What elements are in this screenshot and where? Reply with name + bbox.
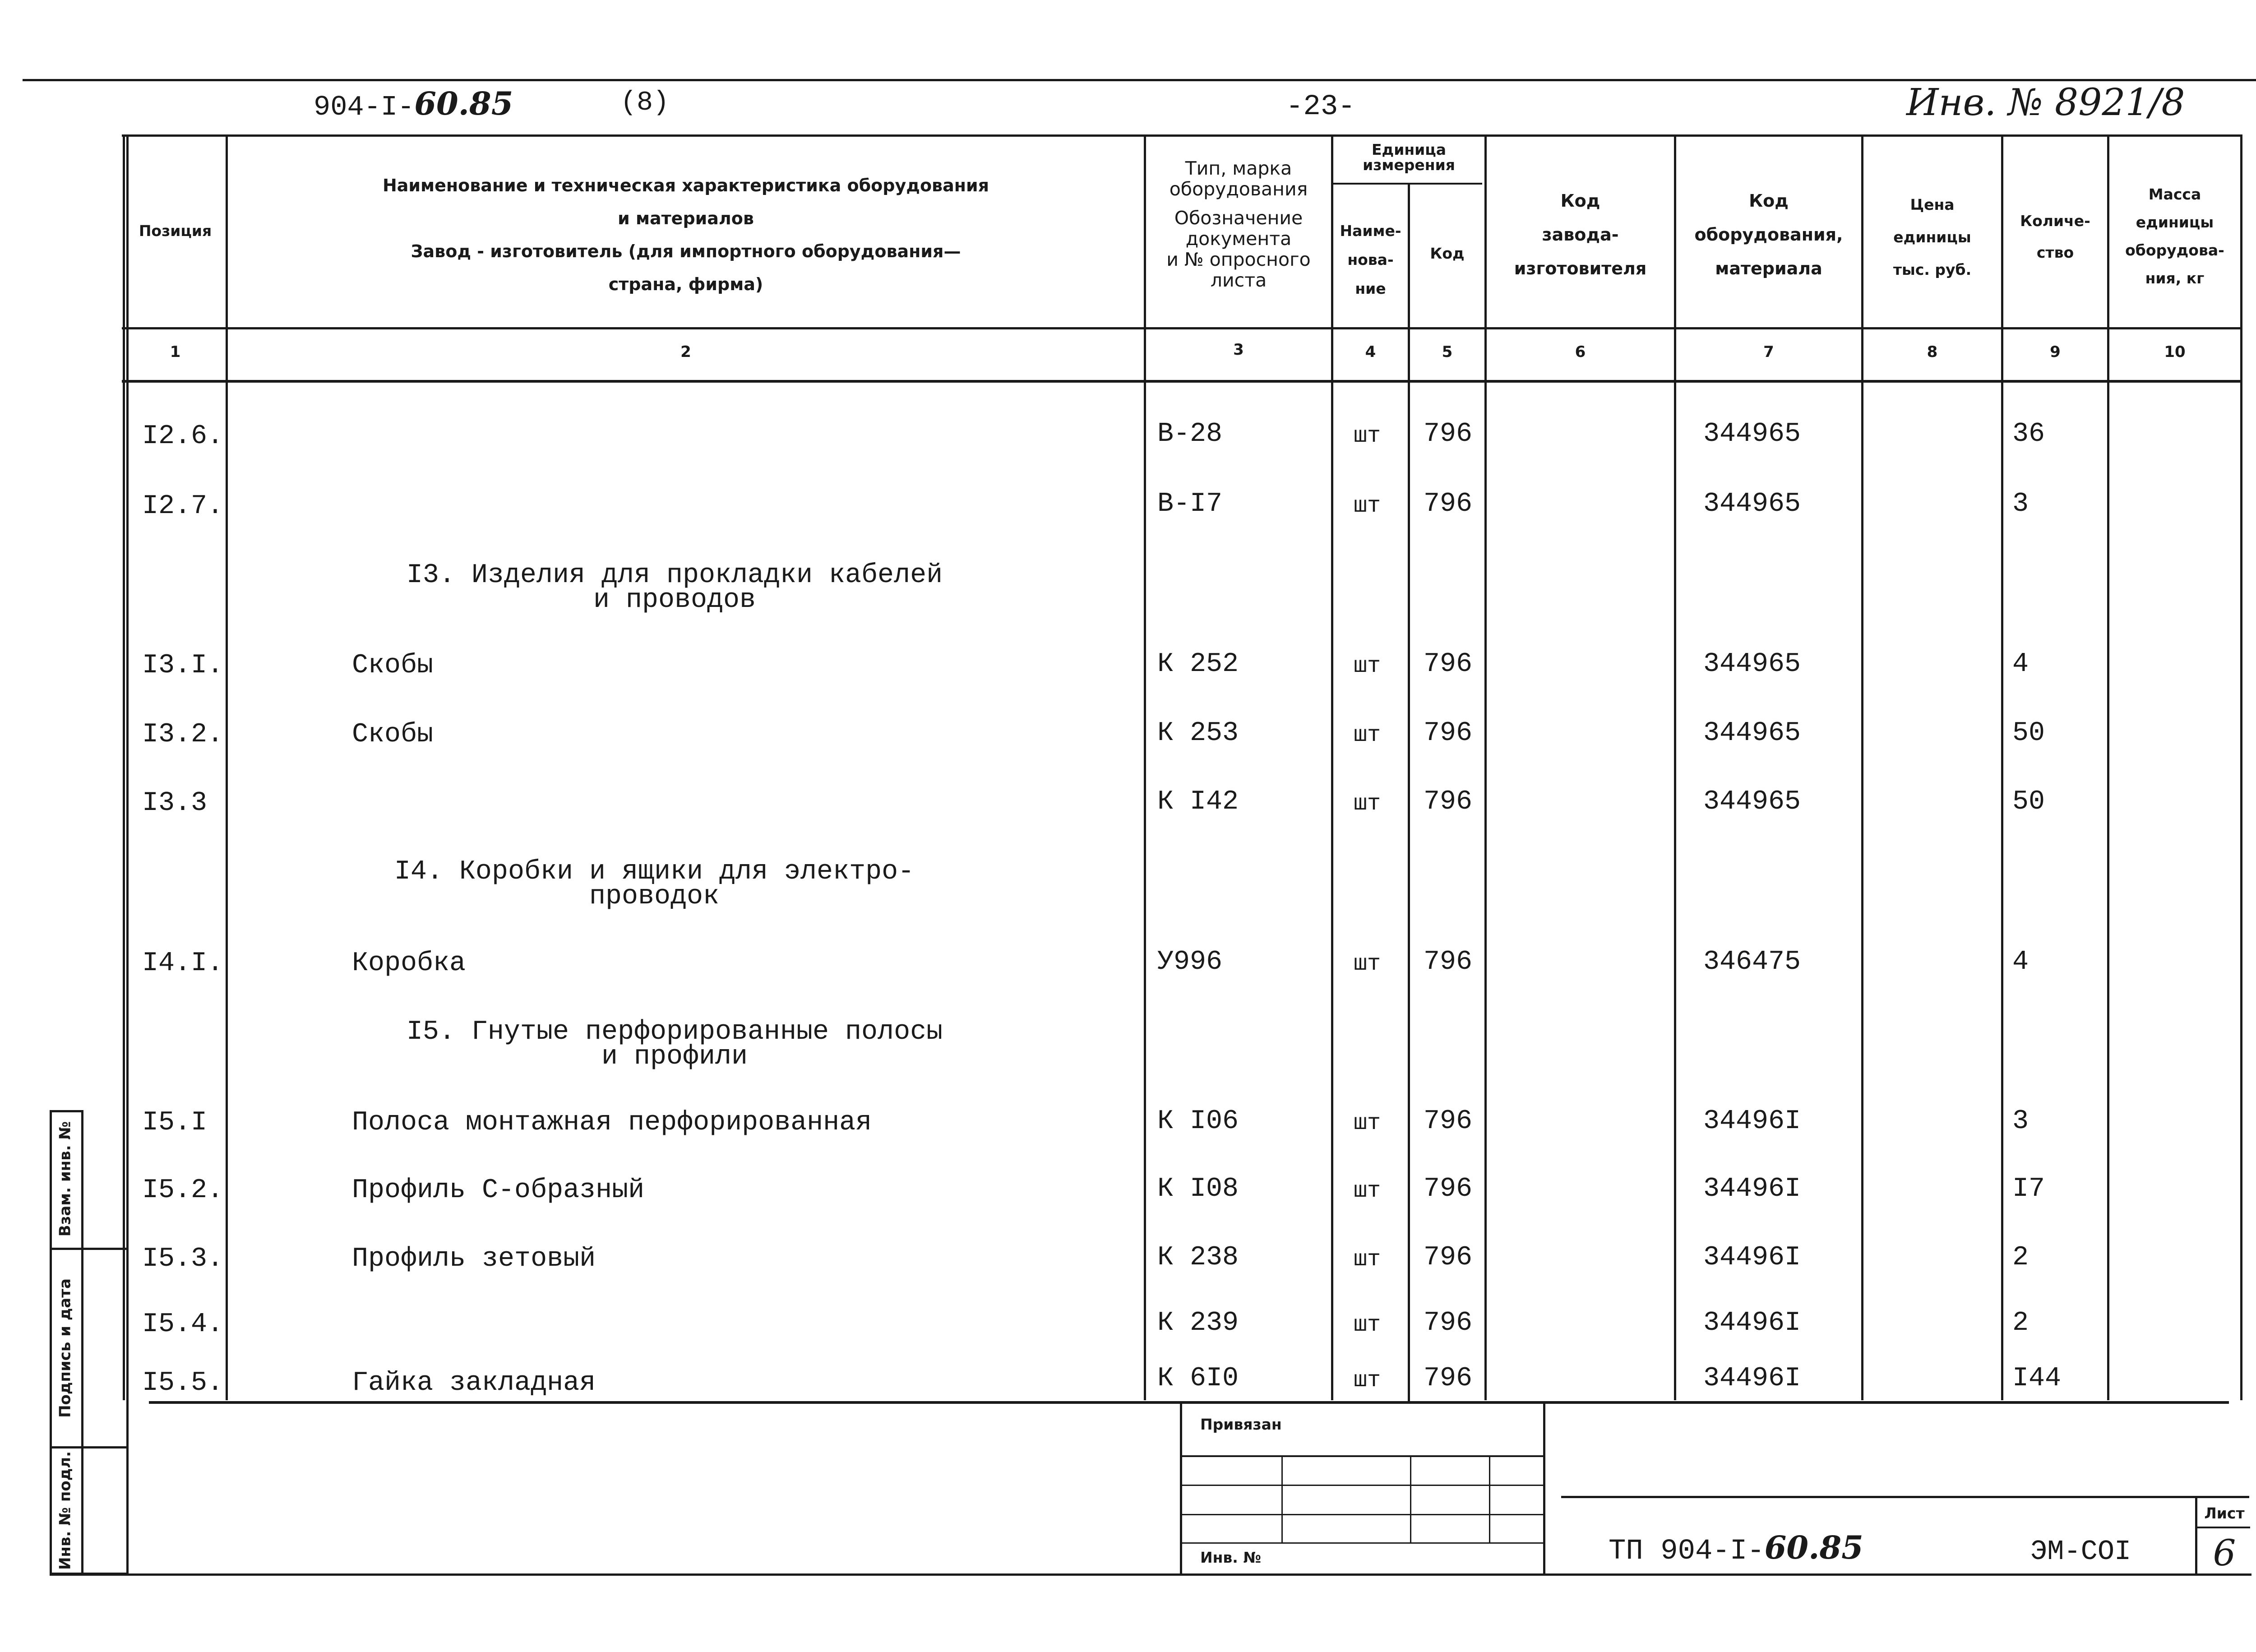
row-quantity: 2 — [2012, 1242, 2029, 1273]
row-unit-code: 796 — [1424, 1363, 1473, 1394]
row-type: К 253 — [1157, 718, 1239, 749]
row-unit: шт — [1354, 1368, 1381, 1393]
sheet-number: 6 — [2213, 1532, 2236, 1574]
row-quantity: I7 — [2012, 1174, 2045, 1204]
sheet-paren: (8) — [620, 88, 670, 118]
row-position: I3.2. — [142, 719, 224, 750]
header-unit-code: Код — [1430, 245, 1465, 262]
row-equipment-code: 346475 — [1703, 947, 1801, 977]
side-stamp-original-inv: Инв. № подл. — [56, 1451, 74, 1570]
section-heading: I4. Коробки и ящики для электро- проводок — [394, 856, 915, 912]
header-position: Позиция — [139, 222, 212, 240]
row-unit: шт — [1354, 423, 1381, 449]
section-heading: I5. Гнутые перфорированные полосы и профили — [406, 1017, 943, 1072]
row-type: К I08 — [1157, 1174, 1239, 1204]
row-equipment-code: 34496I — [1703, 1174, 1801, 1204]
row-quantity: 2 — [2012, 1308, 2029, 1338]
col-line-8 — [2001, 134, 2003, 1400]
document-designation: ТП 904-I-60.85 — [1609, 1529, 1863, 1568]
row-type: К 252 — [1157, 649, 1239, 680]
col-line-7 — [1861, 134, 1863, 1400]
row-position: I3.I. — [142, 650, 224, 681]
row-equipment-code: 344965 — [1703, 787, 1801, 817]
col-line-5 — [1484, 134, 1487, 1400]
col-number-4: 4 — [1365, 343, 1376, 361]
header-unit-name: Наиме- нова- ние — [1340, 222, 1401, 297]
row-unit: шт — [1354, 722, 1381, 748]
row-quantity: 36 — [2012, 419, 2045, 449]
col-line-10 — [2240, 134, 2242, 1400]
section-heading: I3. Изделия для прокладки кабелей и проводов — [406, 560, 943, 615]
col-number-7: 7 — [1763, 343, 1774, 361]
row-position: I5.4. — [142, 1309, 224, 1340]
row-type: К I06 — [1157, 1106, 1239, 1137]
row-quantity: 3 — [2012, 1106, 2029, 1137]
row-equipment-code: 34496I — [1703, 1363, 1801, 1394]
row-unit-code: 796 — [1424, 718, 1473, 749]
header-price: Цена единицы тыс. руб. — [1893, 196, 1972, 278]
header-mass: Масса единицы оборудова- ния, кг — [2125, 185, 2224, 287]
row-unit: шт — [1354, 653, 1381, 679]
col-line-9 — [2107, 134, 2109, 1400]
header-plant-code: Код завода- изготовителя — [1514, 191, 1647, 278]
col-line-4 — [1408, 183, 1410, 1401]
side-stamp-line — [50, 1248, 126, 1250]
row-unit: шт — [1354, 791, 1381, 817]
row-position: I5.5. — [142, 1368, 224, 1398]
numbers-bottom-line — [122, 380, 2242, 383]
col-line-6 — [1674, 134, 1676, 1400]
row-unit-code: 796 — [1424, 649, 1473, 680]
header-type: Тип, марка оборудования Обозначение документа и № опросного листа — [1166, 157, 1311, 291]
row-unit: шт — [1354, 493, 1381, 519]
col-number-6: 6 — [1575, 343, 1586, 361]
title-block-left — [1180, 1401, 1182, 1575]
row-type: К 239 — [1157, 1308, 1239, 1338]
header-quantity: Количе- ство — [2020, 212, 2090, 261]
row-position: I3.3 — [142, 788, 208, 819]
row-unit-code: 796 — [1424, 419, 1473, 449]
row-name: Скобы — [352, 650, 434, 681]
col-line-1 — [226, 134, 228, 1400]
row-equipment-code: 344965 — [1703, 718, 1801, 749]
row-name: Коробка — [352, 948, 466, 979]
row-name: Полоса монтажная перфорированная — [352, 1107, 872, 1138]
row-type: К 6I0 — [1157, 1363, 1239, 1394]
row-unit-code: 796 — [1424, 947, 1473, 977]
row-unit-code: 796 — [1424, 1308, 1473, 1338]
row-unit: шт — [1354, 1312, 1381, 1338]
row-unit-code: 796 — [1424, 1174, 1473, 1204]
attached-label: Привязан — [1200, 1416, 1282, 1433]
inventory-number: Инв. № 8921/8 — [1906, 81, 2185, 124]
row-unit: шт — [1354, 1178, 1381, 1204]
col-number-2: 2 — [680, 343, 691, 361]
row-position: I5.I — [142, 1107, 208, 1138]
row-quantity: 4 — [2012, 649, 2029, 680]
col-number-9: 9 — [2050, 343, 2061, 361]
side-stamp-signature-date: Подпись и дата — [56, 1278, 74, 1418]
row-position: I5.2. — [142, 1175, 224, 1206]
row-equipment-code: 34496I — [1703, 1308, 1801, 1338]
row-unit: шт — [1354, 1111, 1381, 1136]
row-position: I4.I. — [142, 948, 224, 979]
title-block-grid — [1489, 1455, 1490, 1543]
row-type: К 238 — [1157, 1242, 1239, 1273]
row-type: К I42 — [1157, 787, 1239, 817]
table-bottom-line — [149, 1401, 2229, 1404]
row-unit: шт — [1354, 951, 1381, 977]
title-block-bottom — [50, 1573, 2251, 1576]
header-name: Наименование и техническая характеристика оборудования и материалов Завод - изготовитель (для импортного оборудования— страна, фирма) — [382, 176, 989, 294]
side-stamp-inner — [81, 1110, 83, 1575]
col-number-5: 5 — [1442, 343, 1453, 361]
sheet-code: ЭМ-СОI — [2030, 1536, 2131, 1568]
row-name: Гайка закладная — [352, 1368, 596, 1398]
row-equipment-code: 34496I — [1703, 1242, 1801, 1273]
side-stamp-outer — [50, 1110, 52, 1575]
col-line-3 — [1331, 134, 1333, 1400]
page-number: -23- — [1286, 91, 1355, 123]
row-unit-code: 796 — [1424, 1106, 1473, 1137]
sheet-box-line — [2196, 1527, 2250, 1528]
col-line-0 — [123, 134, 125, 1400]
row-name: Профиль зетовый — [352, 1244, 596, 1274]
row-equipment-code: 344965 — [1703, 649, 1801, 680]
row-type: В-I7 — [1157, 489, 1223, 519]
col-number-3: 3 — [1233, 341, 1244, 359]
col-number-1: 1 — [170, 343, 181, 361]
row-equipment-code: 344965 — [1703, 489, 1801, 519]
title-block-mid — [1543, 1401, 1545, 1575]
col-number-8: 8 — [1927, 343, 1938, 361]
row-equipment-code: 34496I — [1703, 1106, 1801, 1137]
row-equipment-code: 344965 — [1703, 419, 1801, 449]
row-name: Скобы — [352, 719, 434, 750]
row-quantity: I44 — [2012, 1363, 2062, 1394]
row-unit-code: 796 — [1424, 489, 1473, 519]
row-quantity: 3 — [2012, 489, 2029, 519]
row-quantity: 50 — [2012, 718, 2045, 749]
table-top-line — [122, 134, 2242, 137]
row-type: У996 — [1157, 947, 1223, 977]
side-stamp-replaced-inv: Взам. инв. № — [56, 1121, 74, 1237]
side-stamp-right — [126, 135, 129, 1575]
title-block-grid — [1281, 1455, 1283, 1543]
sheet-label: Лист — [2204, 1504, 2245, 1522]
inventory-label: Инв. № — [1200, 1549, 1262, 1566]
header-unit-group: Единица измерения — [1363, 141, 1455, 174]
title-block-line — [1561, 1496, 2249, 1498]
row-unit-code: 796 — [1424, 1242, 1473, 1273]
sheet-box-left — [2195, 1497, 2197, 1574]
row-quantity: 50 — [2012, 787, 2045, 817]
col-number-10: 10 — [2164, 343, 2186, 361]
row-unit-code: 796 — [1424, 787, 1473, 817]
header-equipment-code: Код оборудования, материала — [1694, 191, 1843, 278]
row-quantity: 4 — [2012, 947, 2029, 977]
title-block-grid — [1410, 1455, 1411, 1543]
row-unit: шт — [1354, 1247, 1381, 1273]
row-position: I2.7. — [142, 491, 224, 522]
doc-code-top: 904-I-60.85 — [314, 85, 513, 123]
col-line-2 — [1144, 134, 1146, 1400]
header-bottom-line — [122, 327, 2242, 329]
row-position: I5.3. — [142, 1244, 224, 1274]
row-type: В-28 — [1157, 419, 1223, 449]
row-name: Профиль С-образный — [352, 1175, 645, 1206]
row-position: I2.6. — [142, 421, 224, 452]
